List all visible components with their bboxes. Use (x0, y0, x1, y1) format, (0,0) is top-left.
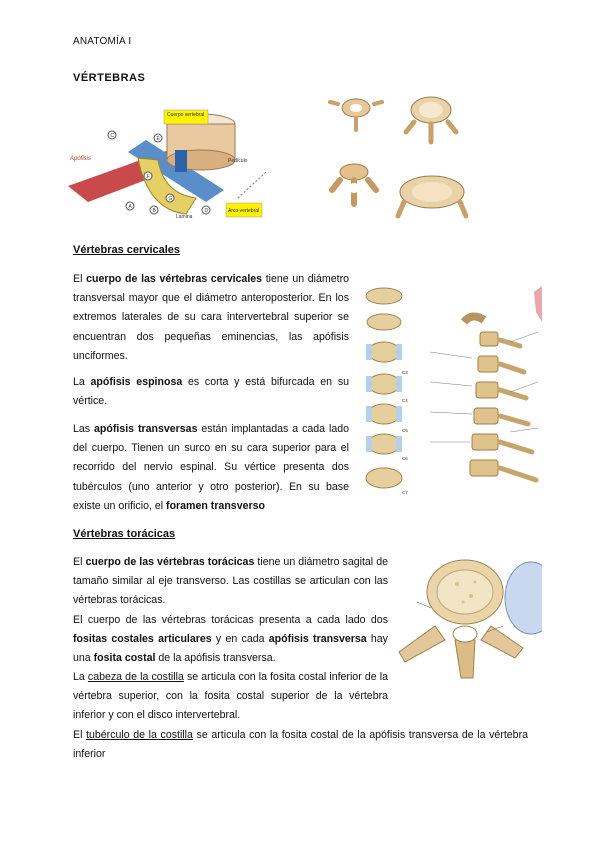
thoracic-p4-text-2: se articula con la fosita costal de la apófisis transversa de la vértebra inferior (73, 729, 528, 761)
cervical-p1-bold-1: cuerpo de las vértebras cervicales (86, 273, 263, 285)
thoracic-p4-text-1: El (73, 729, 87, 741)
cervical-paragraph-3 (73, 420, 349, 516)
vertebra-diagram-marker-a: A (128, 204, 132, 210)
vertebra-diagram-label-apofisis: Apófisis (70, 156, 92, 162)
cervical-p2-text-2: es corta y está bifurcada en su vértice. (73, 376, 350, 408)
cervical-spine-figure (360, 282, 542, 498)
thoracic-p3-underline-1: cabeza de la costilla (87, 671, 184, 683)
vertebra-diagram-label-lamina: Lamina (176, 214, 193, 220)
cervical-paragraph-2 (73, 373, 349, 411)
cervical-p3-bold-2: foramen transverso (166, 499, 265, 512)
thoracic-p1-text-1: El (73, 556, 86, 568)
thoracic-p2-text-2: y en cada (211, 633, 269, 646)
cervical-paragraph-1 (73, 270, 349, 366)
vertebra-view-bottom-left (332, 164, 376, 204)
cervical-stack-label-c6: C6 (402, 456, 408, 461)
cervical-p3-bold-1: apófisis transversas (94, 423, 198, 435)
course-header: ANATOMÍA I (73, 36, 132, 47)
cervical-p1-text-2: tiene un diámetro transversal mayor que el diámetro anteroposterior. En los extremos laterales de su cara intervertebral superior se encuentran dos pequeñas eminencias, las apófisis unciformes. (73, 273, 349, 362)
cervical-p2-bold-1: apófisis espinosa (90, 376, 183, 388)
thoracic-vertebra-figure (395, 556, 542, 680)
vertebra-view-bottom-right (398, 176, 466, 216)
thoracic-p1-text-2: tiene un diámetro sagital de tamaño similar al eje transverso. Las costillas se articulan con las vértebras torácicas. (73, 556, 388, 607)
thoracic-figure-inset-circle (505, 562, 542, 634)
cervical-column-lateral (430, 316, 538, 480)
vertebra-diagram-label-pedicle: Pedículo (228, 158, 248, 164)
cervical-heading: Vértebras cervicales (73, 244, 181, 256)
thoracic-p3-text-1: La (73, 671, 88, 683)
thoracic-p4-underline-1: tubérculo de la costilla (86, 729, 193, 741)
cervical-stack-label-c7: C7 (402, 490, 408, 495)
thoracic-paragraph-2 (73, 611, 388, 669)
page-title: VÉRTEBRAS (73, 72, 146, 84)
thoracic-paragraph-4 (73, 726, 528, 764)
vertebra-diagram-marker-b: B (152, 208, 156, 214)
cervical-p1-text-1: El (73, 273, 87, 285)
vertebra-diagram-marker-f: F (146, 174, 150, 180)
vertebrae-views-figure (328, 92, 468, 227)
thoracic-p2-bold-2: apófisis transversa (268, 633, 367, 646)
thoracic-p2-text-4: de la apófisis transversa. (155, 652, 276, 665)
cervical-stack-label-c5: C5 (402, 428, 408, 433)
vertebra-diagram-marker-d: D (204, 208, 209, 214)
cervical-stack-label-c4: C4 (402, 398, 408, 403)
vertebra-diagram-pedicle (175, 150, 187, 172)
cervical-p3-text-1: Las (73, 423, 95, 435)
cervical-p2-text-1: La (73, 376, 91, 388)
thoracic-p3-text-2: se articula con la fosita costal inferior de la vértebra superior, con la fosita costal superior de la vértebra inferior y con el disco intervertebral. (73, 671, 388, 722)
vertebra-diagram-marker-c: C (110, 133, 115, 139)
cervical-stack-label-c3: C3 (402, 370, 408, 375)
cervical-stack-left (366, 288, 408, 495)
thoracic-p2-bold-1: fositas costales articulares (73, 633, 212, 646)
vertebra-diagram-figure (68, 98, 268, 230)
vertebra-diagram-marker-e: E (156, 136, 160, 142)
thoracic-heading: Vértebras torácicas (73, 528, 176, 540)
thoracic-p2-text-3: hay una (73, 633, 388, 665)
thoracic-p2-text-1: El cuerpo de las vértebras torácicas presenta a cada lado dos (73, 614, 388, 626)
thoracic-p1-bold-1: cuerpo de las vértebras torácicas (85, 556, 255, 568)
thoracic-paragraph-3 (73, 668, 388, 726)
vertebra-view-top-left (330, 99, 382, 130)
thoracic-vertebra-drawing (399, 560, 523, 678)
thoracic-p2-bold-3: fosita costal (93, 652, 156, 665)
cervical-p3-text-2: están implantadas a cada lado del cuerpo. Tienen un surco en su cara superior para el recorrido del nervio espinal. Su vértice presenta dos tubérculos (uno anterior y otro posterior). En su base existe un orificio, el (73, 423, 350, 512)
vertebra-diagram-label-arch: Arco vertebral (228, 208, 260, 214)
vertebra-view-top-right (406, 97, 456, 142)
vertebra-diagram-label-body: Cuerpo vertebral (167, 112, 205, 118)
thoracic-paragraph-1 (73, 553, 388, 611)
vertebra-diagram-marker-g: G (168, 196, 173, 202)
